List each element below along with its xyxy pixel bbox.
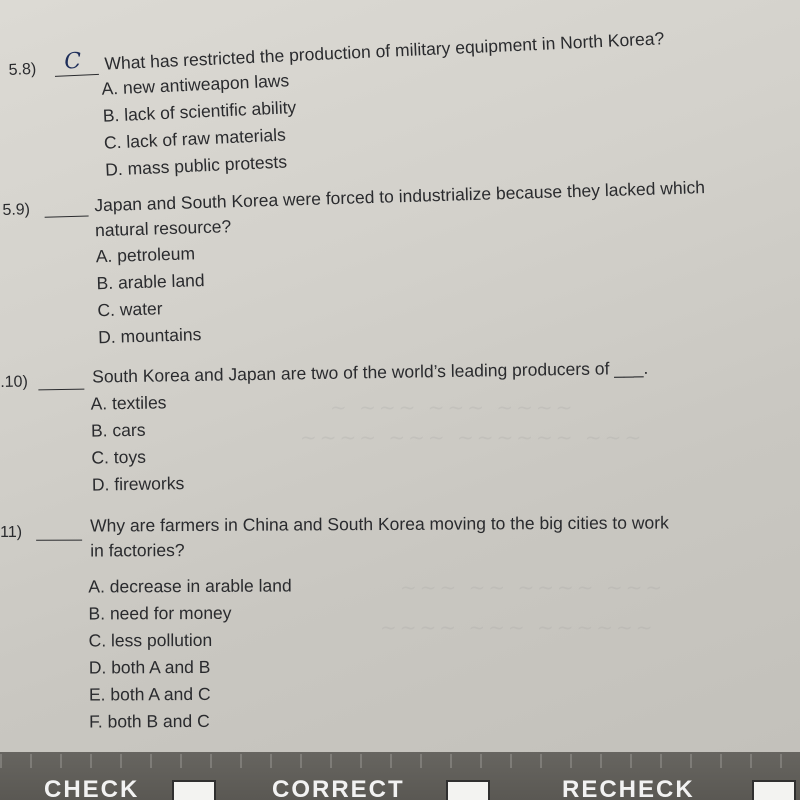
show-through-text: ~~~ ~~ ~~~~ ~~~	[400, 575, 666, 599]
option: D. fireworks	[91, 473, 185, 495]
handwritten-answer: C	[63, 48, 82, 75]
check-label: CHECK	[44, 776, 140, 800]
answer-blank[interactable]	[44, 201, 88, 217]
question-number: 11)	[0, 523, 23, 541]
option: A. decrease in arable land	[88, 575, 292, 597]
question-text	[90, 510, 669, 563]
show-through-text: ~~~~ ~~~ ~~~~~~ ~~~	[300, 425, 645, 449]
question-number: 5.8)	[8, 60, 37, 79]
option: C. water	[97, 298, 163, 321]
option: B. arable land	[96, 270, 205, 294]
option: D. mass public protests	[104, 151, 288, 180]
option: A. petroleum	[95, 243, 196, 267]
options-list	[95, 240, 206, 351]
correct-box[interactable]	[446, 780, 490, 800]
option: D. both A and B	[88, 656, 211, 678]
options-list	[88, 572, 292, 735]
answer-blank[interactable]	[36, 526, 82, 541]
option: A. new antiweapon laws	[101, 70, 290, 99]
option: B. lack of scientific ability	[102, 96, 297, 126]
answer-blank[interactable]	[38, 375, 84, 391]
show-through-text: ~ ~~~ ~~~ ~~~~	[330, 395, 576, 419]
option: C. toys	[91, 446, 147, 468]
question-number: 5.9)	[2, 201, 31, 219]
question-text	[92, 356, 648, 390]
check-box[interactable]	[172, 780, 216, 800]
question-text-line: Japan and South Korea were forced to industrialize because they lacked which	[94, 177, 706, 216]
question-text	[104, 26, 665, 76]
option: F. both B and C	[89, 710, 210, 732]
recheck-box[interactable]	[752, 780, 796, 800]
option: B. need for money	[88, 602, 232, 624]
question-text-line: South Korea and Japan are two of the world’s leading producers of ___.	[92, 357, 649, 387]
option: B. cars	[90, 419, 146, 441]
question-text-line: What has restricted the production of military equipment in North Korea?	[103, 28, 665, 74]
correct-label: CORRECT	[272, 776, 405, 800]
question-text-line: Why are farmers in China and South Korea moving to the big cities to work	[89, 512, 669, 536]
question-text-line: in factories?	[90, 540, 185, 561]
show-through-text: ~~~~ ~~~ ~~~~~~	[380, 615, 656, 639]
option: C. less pollution	[88, 629, 213, 651]
recheck-label: RECHECK	[562, 776, 695, 800]
option: C. lack of raw materials	[103, 124, 287, 153]
question-text	[94, 175, 706, 243]
options-list	[90, 389, 184, 498]
option: A. textiles	[90, 392, 167, 414]
question-text-line: natural resource?	[94, 216, 232, 241]
option: E. both A and C	[88, 683, 211, 705]
question-number: .10)	[0, 373, 28, 391]
footer-strip	[0, 752, 800, 800]
option: D. mountains	[97, 324, 202, 348]
footer-ruler	[0, 754, 800, 768]
options-list	[101, 67, 299, 184]
